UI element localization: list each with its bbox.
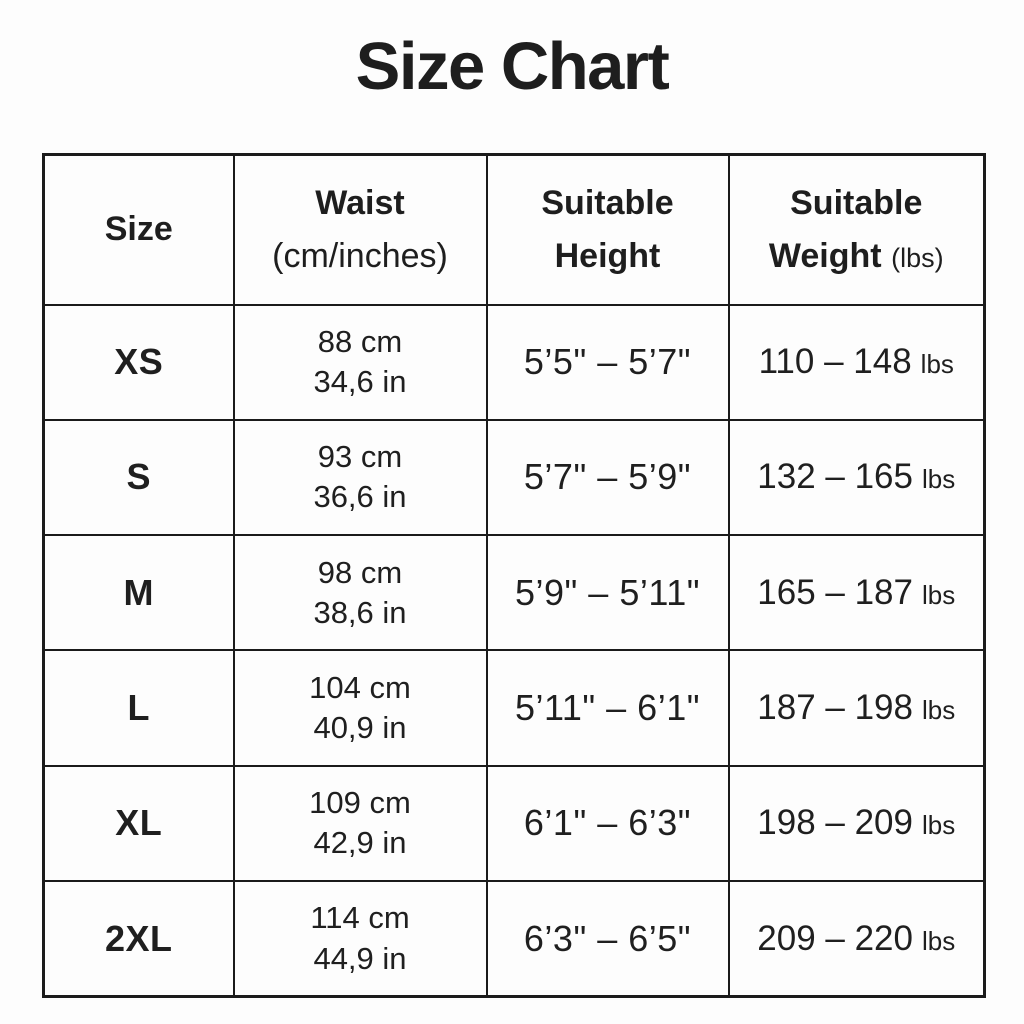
table-row-xs xyxy=(44,305,985,420)
cell-weight xyxy=(729,766,985,881)
waist-cm: 104 cm xyxy=(309,669,411,705)
waist-in: 34,6 in xyxy=(313,364,407,400)
header-row xyxy=(44,155,985,305)
cell-weight xyxy=(729,535,985,650)
table-row-m xyxy=(44,535,985,650)
cell-height: 6’3" – 6’5" xyxy=(487,881,729,996)
cell-size: L xyxy=(44,650,234,765)
waist-in: 44,9 in xyxy=(313,940,407,976)
cell-height: 5’11" – 6’1" xyxy=(487,650,729,765)
weight-value: 165 – 187 xyxy=(757,572,913,612)
cell-height: 6’1" – 6’3" xyxy=(487,766,729,881)
waist-cm: 109 cm xyxy=(309,785,411,821)
cell-height: 5’5" – 5’7" xyxy=(487,305,729,420)
waist-in: 38,6 in xyxy=(313,594,407,630)
waist-cm: 88 cm xyxy=(317,323,403,359)
waist-in: 40,9 in xyxy=(313,710,407,746)
column-header-weight xyxy=(729,155,985,305)
column-header-height xyxy=(487,155,729,305)
waist-cm: 93 cm xyxy=(317,439,403,475)
cell-height: 5’7" – 5’9" xyxy=(487,420,729,535)
cell-waist xyxy=(234,881,487,996)
cell-weight xyxy=(729,650,985,765)
cell-waist xyxy=(234,766,487,881)
header-waist-label: Waist xyxy=(315,184,405,223)
weight-unit: lbs xyxy=(921,810,956,841)
weight-unit: lbs xyxy=(921,925,956,956)
header-weight-unit: (lbs) xyxy=(891,242,944,273)
column-header-waist xyxy=(234,155,487,305)
weight-value: 209 – 220 xyxy=(757,918,913,958)
cell-waist xyxy=(234,305,487,420)
page-title: Size Chart xyxy=(355,29,669,104)
cell-waist xyxy=(234,420,487,535)
cell-size: M xyxy=(44,535,234,650)
weight-value: 132 – 165 xyxy=(757,457,913,497)
table-row-2xl xyxy=(44,881,985,996)
cell-size: S xyxy=(44,420,234,535)
cell-size: XL xyxy=(44,766,234,881)
header-waist-unit: (cm/inches) xyxy=(272,236,448,275)
cell-weight xyxy=(729,305,985,420)
waist-in: 36,6 in xyxy=(313,479,407,515)
weight-unit: lbs xyxy=(921,464,956,495)
size-chart-table xyxy=(42,153,986,998)
cell-weight xyxy=(729,420,985,535)
cell-waist xyxy=(234,650,487,765)
table-row-xl xyxy=(44,766,985,881)
header-size-label: Size xyxy=(104,210,173,249)
weight-unit: lbs xyxy=(920,349,954,380)
header-height-label: Suitable Height xyxy=(541,184,674,275)
table-row-l xyxy=(44,650,985,765)
weight-value: 187 – 198 xyxy=(757,688,913,728)
cell-size: XS xyxy=(44,305,234,420)
cell-waist xyxy=(234,535,487,650)
weight-value: 198 – 209 xyxy=(757,803,913,843)
cell-size: 2XL xyxy=(44,881,234,996)
waist-in: 42,9 in xyxy=(313,825,407,861)
weight-unit: lbs xyxy=(921,695,956,726)
weight-value: 110 – 148 xyxy=(758,342,912,382)
column-header-size xyxy=(44,155,234,305)
cell-weight xyxy=(729,881,985,996)
header-weight-label: Suitable Weight xyxy=(768,184,923,275)
cell-height: 5’9" – 5’11" xyxy=(487,535,729,650)
waist-cm: 98 cm xyxy=(317,554,403,590)
table-row-s xyxy=(44,420,985,535)
weight-unit: lbs xyxy=(921,579,956,610)
waist-cm: 114 cm xyxy=(310,900,410,936)
